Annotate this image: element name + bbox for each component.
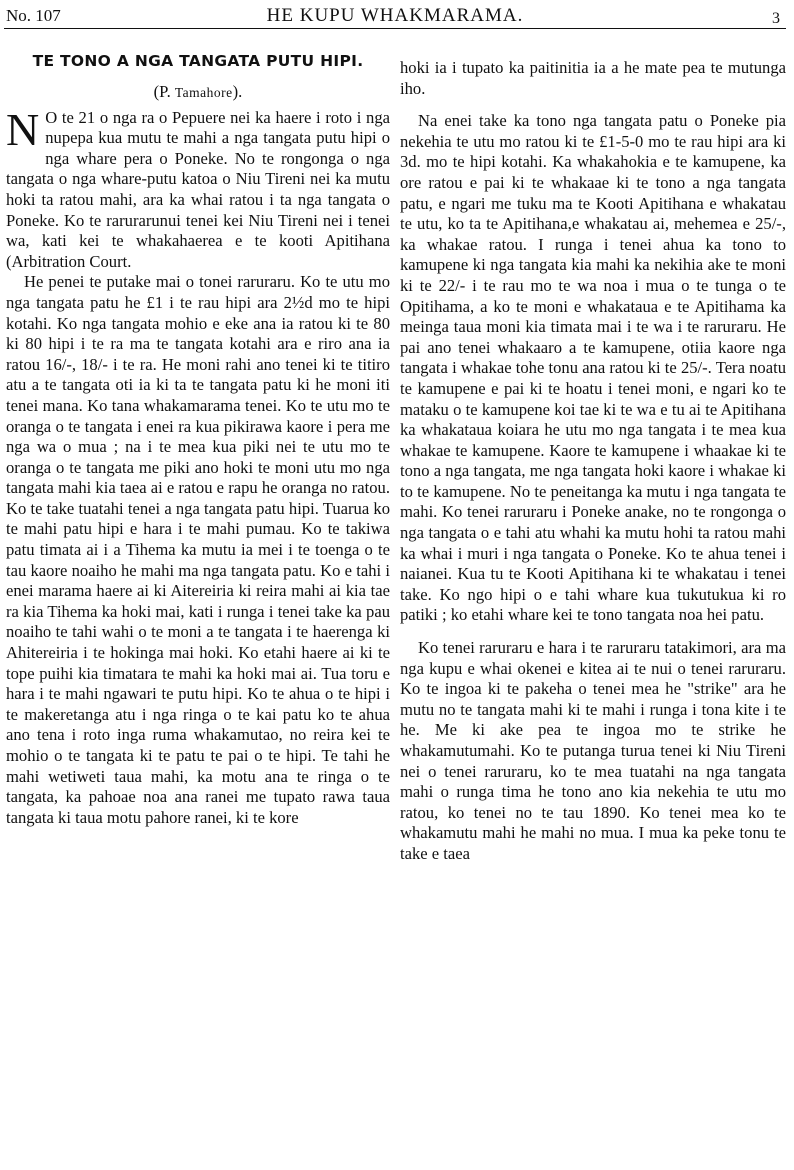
paragraph bbox=[6, 103, 390, 273]
drop-cap: N bbox=[6, 103, 40, 155]
page-header bbox=[4, 4, 786, 29]
article-author bbox=[6, 82, 390, 104]
left-column bbox=[6, 42, 390, 828]
issue-number: No. 107 bbox=[6, 6, 61, 25]
paragraph: Ko tenei raruraru e hara i te raruraru tatakimori, ara ma nga kupu e whai okenei e kitea ai te nui o tenei raruraru. Ko te ingoa ki te pakeha o tenei mea he "strike" ara he mutu no te tangata mahi ki te mahi i runga i tona kite i te he. Me ki ake pea te ingoa mo te strike he whakamutumahi. Ko te putanga turua tenei ki Niu Tireni nei o tenei raruraru, ko te mea tuatahi na nga tangata mahi o runga tima he tono ano kia nekehia te utu mo ratou, ko tenei no te tau 1890. Ko tenei mea ko te whakamutu mahi he mahi no mua. I mua ka peke tonu te take e taea bbox=[400, 638, 786, 863]
paragraph: hoki ia i tupato ka paitinitia ia a he mate pea te mutunga iho. bbox=[400, 58, 786, 98]
article-title: TE TONO A NGA TANGATA PUTU HIPI. bbox=[32, 52, 364, 70]
newspaper-title: HE KUPU WHAKMARAMA. bbox=[266, 5, 524, 26]
paragraph-text: O te 21 o nga ra o Pepuere nei ka haere i roto i nga nupepa kua mutu te mahi a nga tangata putu hipi o nga whare pera o Poneke. No te rongonga o nga tangata o nga whare-putu katoa o Niu Tireni nei ka mutu hoki ta ratou mahi, ara ka whai ratou i ta nga tangata o Poneke. Ko te rarurarunui tenei kei Niu Tireni nei i tenei wa, kati kei te whakahaerea e te kooti Apitihana (Arbitration Court. bbox=[6, 107, 390, 271]
paragraph: Na enei take ka tono nga tangata patu o Poneke pia nekehia te utu mo ratou ki te £1-5-0 mo te rau hipi ara ki 3d. mo te hipi kotahi. Ka whakahokia e te kamupene, ka ore ratou e pai ki te whakaae ki te tono a nga tangata patu, e ngari me tuku ma te Kooti Apitihana e whakatau te utu, ko ta te Apitihana,e whakatau ai, mehemea e 25/-, ka whakae ratou. I runga i tenei ahua ka tono to kamupene ki nga tangata kia mahi ka nekihia ake te moni ki te 22/- i te rau mo te wa noa i mua o te tunga o te Opitihama, a ko te moni e whakataua e te Apitihama ka meinga taua moni kia timata mai i te wa i te raruraru. He pai ano tenei whakaaro a te kamupene, otiia kaore nga tangata i whakae tohe tonu ana ratou ki te 25/-. Tera noatu te kamupene e pai ki te hoatu i tenei moni, e ngari ko te mataku o te kamupene koi tae ki te wa e tu ai te Apitihana ka whakataua koiara he utu mo nga tangata i te mea kua whakae te kamupene. Kaore te kamupene i whaakae ki te tono a nga tangata, me nga tangata hoki kaore i whakae ki to te kamupene. No te peneitanga ka mutu i nga tangata te mahi. Ko tenei raruraru i Poneke anake, no te rongonga o nga tangata o e tahi atu whahi ka mutu hohi ta ratou mahi ka whai i muri i nga tangata o Poneke. Ko te ahua tenei i naianei. Kua tu te Kooti Apitihana ki te whakatau i tenei take. Ko ngo hipi o e tahi whare kua tukutukua ki ro patiki ; ko etahi whare kei te tono tangata noa hei patu. bbox=[400, 111, 786, 625]
paragraph: He penei te putake mai o tonei raruraru. Ko te utu mo nga tangata patu he £1 i te rau hipi ara 2½d mo te hipi kotahi. Ko nga tangata mohio e eke ana ia ratou ki te 80 ki 80 hipi i te ra ma te tangata kotahi ara e riro ana ia ratou 16/-, 18/- i te ra. He moni rahi ano tenei ki te titiro atu a te tangata oti ia ki ta te tangata patu ki he moni iti tenei mana. Ko tana whakamarama tenei. Ko te utu mo te oranga o te tangata i enei ra kua pikirawa kaore i pera me nga wa o mua ; na i te mea kua piki nei te utu mo te oranga o te tangata me piki ano hoki te moni utu mo nga tangata mahi kia taea ai e ratou e rapu he oranga no ratou. Ko te take tuatahi tenei a nga tangata patu hipi. Tuarua ko te mahi patu hipi e hara i te mahi pumau. Ko te takiwa patu timata ai i a Tihema ka mutu ia mei i te toenga o te tau kaore noaiho he mahi ma nga tangata patu. Ko e tahi i enei marama haere ai ki Aitereiria ki reira mahi ai kia tae ra kia Tihema ka hoki mai, kati i runga i tenei take ka pau noaiho te tahi wahi o te moni a te tangata i te haerenga ki Ahitereiria i te hokinga mai hoki. Ko etahi haere ai ki te tope puihi kia timatara te mahi ka hoki mai ai. Tua toru e hara i te mahi ngawari te putu hipi. Ko te ahua o te hipi i te makeretanga atu i nga ringa o te kai patu ko te ahua ano tena i roto inga ruma whakamutao, no reira kei te mohio o te tangata ki te patu te pai o te hipi. Te tahi he mahi wetiweti taua mahi, ka motu ana te ringa o te tangata, ka pahoae noa ana ranei me tupato rawa taua tangata ki taua motu pahore ranei, ki te kore bbox=[6, 272, 390, 827]
author-name: Tamahore bbox=[174, 85, 233, 100]
author-prefix: (P. bbox=[153, 82, 175, 101]
right-column bbox=[400, 58, 786, 865]
author-suffix: ). bbox=[232, 82, 243, 101]
page-number: 3 bbox=[772, 10, 780, 27]
